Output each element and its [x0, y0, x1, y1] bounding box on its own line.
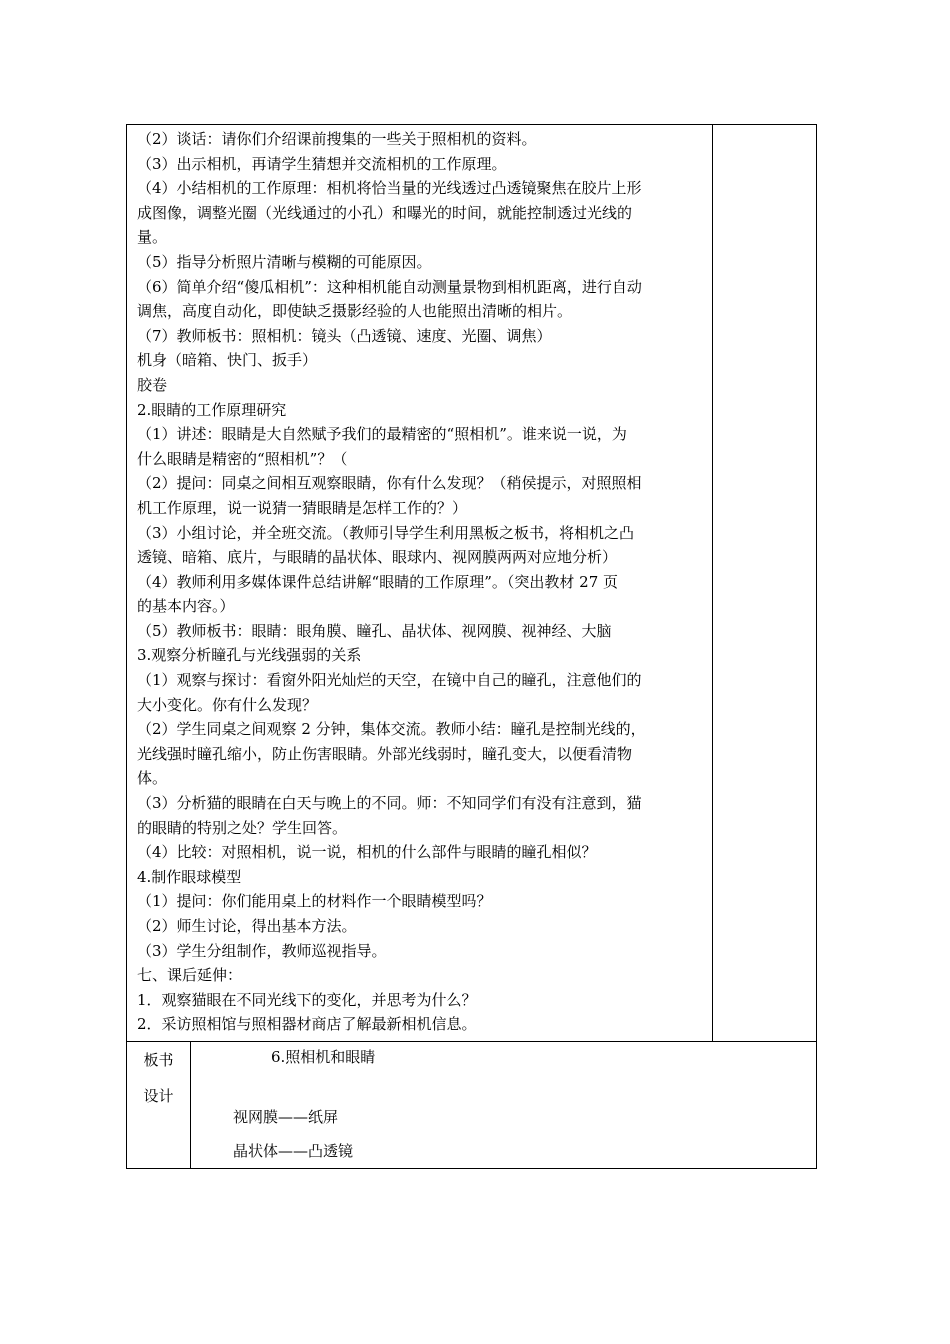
board-item: 视网膜——纸屏	[233, 1107, 339, 1126]
text-line: （2）师生讨论，得出基本方法。	[137, 917, 357, 935]
text-line: （3）学生分组制作，教师巡视指导。	[137, 941, 387, 960]
board-item: 晶状体——凸透镜	[233, 1141, 354, 1160]
text-line: 4.制作眼球模型	[137, 867, 242, 886]
text-line: 的基本内容。）	[137, 597, 235, 616]
text-line: （4）小结相机的工作原理：相机将恰当量的光线透过凸透镜聚焦在胶片上形	[137, 179, 642, 198]
lesson-plan-table	[126, 124, 817, 1169]
text-line: （7）教师板书：照相机：镜头（凸透镜、速度、光圈、调焦）	[137, 326, 552, 345]
text-line: 透镜、暗箱、底片，与眼睛的晶状体、眼球内、视网膜两两对应地分析）	[137, 548, 618, 567]
text-line: 2.眼睛的工作原理研究	[137, 400, 287, 419]
teaching-process-cell	[127, 125, 713, 1042]
text-line: （4）比较：对照相机，说一说，相机的什么部件与眼睛的瞳孔相似？	[137, 843, 597, 862]
board-design-label-cell	[127, 1041, 191, 1168]
text-line: 大小变化。你有什么发现？	[137, 695, 318, 714]
text-line: （5）教师板书：眼睛：眼角膜、瞳孔、晶状体、视网膜、视神经、大脑	[137, 621, 612, 640]
text-line: 2．采访照相馆与照相器材商店了解最新相机信息。	[137, 1015, 477, 1034]
notes-cell	[713, 125, 817, 1042]
text-line: 七、课后延伸：	[137, 966, 243, 985]
text-line: 机工作原理，说一说猜一猜眼睛是怎样工作的？）	[137, 498, 468, 517]
text-line: 什么眼睛是精密的“照相机”？（	[137, 449, 348, 468]
text-line: 量。	[137, 228, 168, 247]
text-line: （5）指导分析照片清晰与模糊的可能原因。	[137, 252, 432, 271]
text-line: 机身（暗箱、快门、扳手）	[137, 351, 318, 370]
content-row	[127, 125, 817, 1042]
teaching-process-text	[137, 127, 704, 1037]
text-line: （4）教师利用多媒体课件总结讲解“眼睛的工作原理”。（突出教材 27 页	[137, 572, 619, 591]
board-label-line1: 板书	[143, 1050, 174, 1069]
text-line: （2）谈话：请你们介绍课前搜集的一些关于照相机的资料。	[137, 130, 537, 148]
text-line: （3）出示相机，再请学生猜想并交流相机的工作原理。	[137, 154, 507, 173]
text-line: （1）讲述：眼睛是大自然赋予我们的最精密的“照相机”。谁来说一说，为	[137, 425, 627, 444]
board-title: 6.照相机和眼睛	[271, 1047, 376, 1066]
text-line: （1）提问：你们能用桌上的材料作一个眼睛模型吗？	[137, 892, 492, 911]
text-line: （1）观察与探讨：看窗外阳光灿烂的天空，在镜中自己的瞳孔，注意他们的	[137, 671, 642, 690]
text-line: 成图像，调整光圈（光线通过的小孔）和曝光的时间，就能控制透过光线的	[137, 203, 633, 222]
text-line: （3）小组讨论，并全班交流。（教师引导学生利用黑板之板书，将相机之凸	[137, 523, 635, 542]
text-line: （2）提问：同桌之间相互观察眼睛，你有什么发现？（稍侯提示，对照照相	[137, 474, 642, 493]
text-line: 的眼睛的特别之处？学生回答。	[137, 818, 348, 837]
board-label-line2: 设计	[143, 1086, 174, 1105]
text-line: 3.观察分析瞳孔与光线强弱的关系	[137, 646, 362, 665]
text-line: 胶卷	[137, 375, 168, 394]
text-line: 光线强时瞳孔缩小，防止伤害眼睛。外部光线弱时，瞳孔变大，以便看清物	[137, 744, 633, 763]
text-line: （6）简单介绍“傻瓜相机”：这种相机能自动测量景物到相机距离，进行自动	[137, 277, 642, 296]
text-line: 调焦，高度自动化，即使缺乏摄影经验的人也能照出清晰的相片。	[137, 302, 573, 321]
board-design-row	[127, 1041, 817, 1168]
text-line: （3）分析猫的眼睛在白天与晚上的不同。师：不知同学们有没有注意到，猫	[137, 794, 642, 813]
text-line: （2）学生同桌之间观察 2 分钟，集体交流。教师小结：瞳孔是控制光线的，	[137, 720, 646, 739]
board-design-content-cell	[191, 1041, 817, 1168]
text-line: 1．观察猫眼在不同光线下的变化，并思考为什么？	[137, 990, 477, 1009]
text-line: 体。	[137, 769, 168, 788]
